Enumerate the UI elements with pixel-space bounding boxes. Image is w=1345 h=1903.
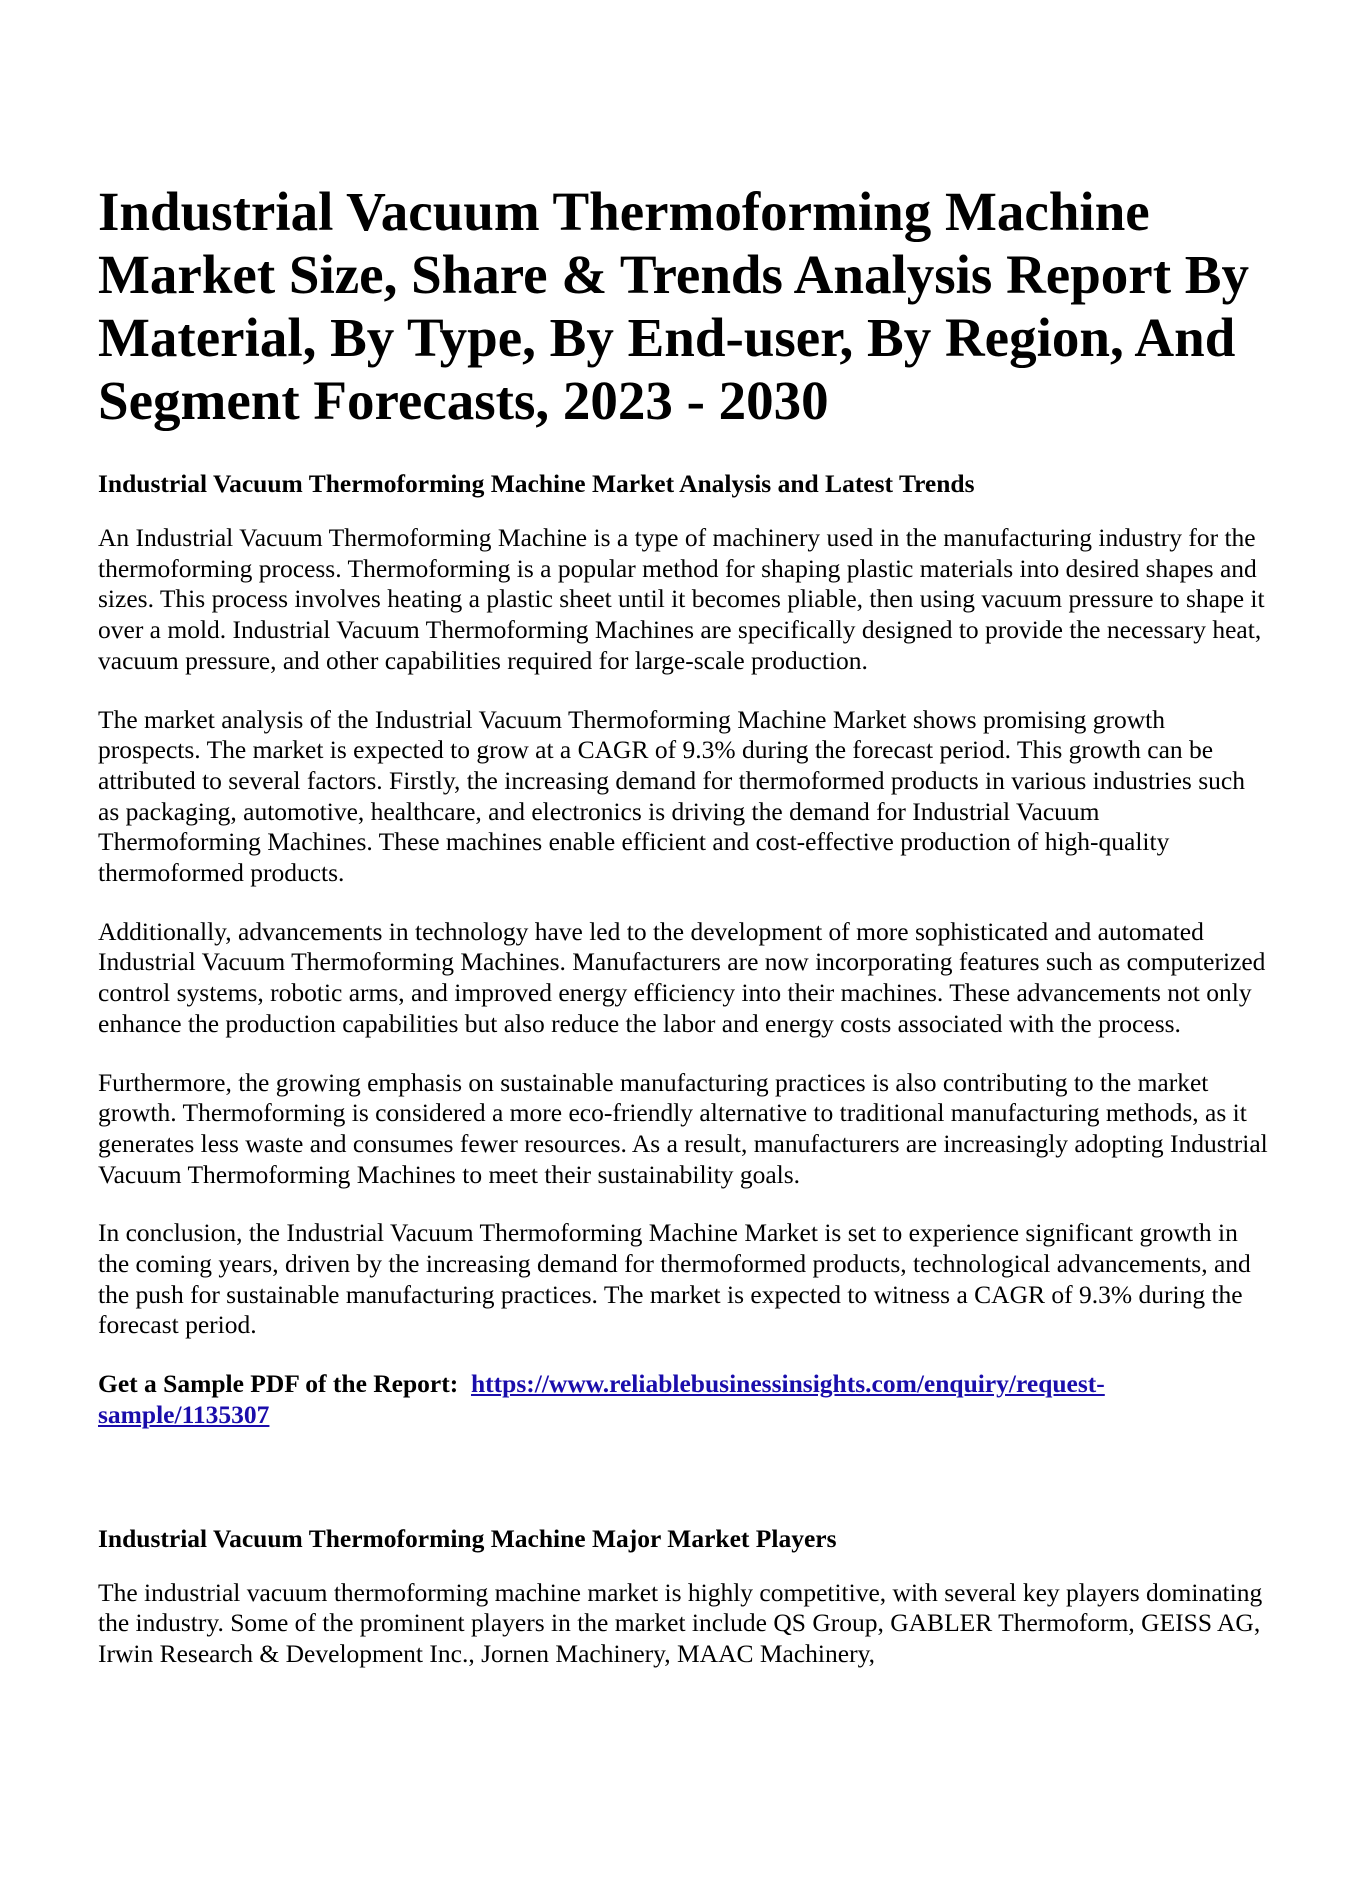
paragraph-sustainability: Furthermore, the growing emphasis on sustainable manufacturing practices is also contributing to the market growth. Thermoforming is considered a more eco-friendly alternative to traditional manufacturing methods, as it generates less waste and consumes fewer resources. As a result, manufacturers are increasingly adopting Industrial Vacuum Thermoforming Machines to meet their sustainability goals. xyxy=(98,1067,1268,1189)
section-heading-analysis: Industrial Vacuum Thermoforming Machine Market Analysis and Latest Trends xyxy=(98,469,975,498)
section-spacer xyxy=(98,1431,1268,1523)
sample-pdf-line xyxy=(98,1369,1268,1430)
section-heading-players: Industrial Vacuum Thermoforming Machine Major Market Players xyxy=(98,1523,837,1553)
sample-pdf-link[interactable]: https://www.reliablebusinessinsights.com/enquiry/request-sample/1135307 xyxy=(98,1369,1105,1429)
paragraph-market-analysis: The market analysis of the Industrial Vacuum Thermoforming Machine Market shows promising growth prospects. The market is expected to grow at a CAGR of 9.3% during the forecast period. This growth can be attributed to several factors. Firstly, the increasing demand for thermoformed products in various industries such as packaging, automotive, healthcare, and electronics is driving the demand for Industrial Vacuum Thermoforming Machines. These machines enable efficient and cost-effective production of high-quality thermoformed products. xyxy=(98,704,1245,888)
document-page xyxy=(98,180,1268,1698)
paragraph-conclusion: In conclusion, the Industrial Vacuum Thermoforming Machine Market is set to experience significant growth in the coming years, driven by the increasing demand for thermoformed products, technological advancements, and the push for sustainable manufacturing practices. The market is expected to witness a CAGR of 9.3% during the forecast period. xyxy=(98,1218,1251,1340)
paragraph-intro: An Industrial Vacuum Thermoforming Machine is a type of machinery used in the manufacturing industry for the thermoforming process. Thermoforming is a popular method for shaping plastic materials into desired shapes and sizes. This process involves heating a plastic sheet until it becomes pliable, then using vacuum pressure to shape it over a mold. Industrial Vacuum Thermoforming Machines are specifically designed to provide the necessary heat, vacuum pressure, and other capabilities required for large-scale production. xyxy=(98,523,1265,675)
sample-pdf-label: Get a Sample PDF of the Report: xyxy=(98,1369,459,1399)
report-title: Industrial Vacuum Thermoforming Machine Market Size, Share & Trends Analysis Report By Material, By Type, By End-user, By Region, And Segment Forecasts, 2023 - 2030 xyxy=(98,181,1249,431)
paragraph-technology: Additionally, advancements in technology have led to the development of more sophisticated and automated Industrial Vacuum Thermoforming Machines. Manufacturers are now incorporating features such as computerized control systems, robotic arms, and improved energy efficiency into their machines. These advancements not only enhance the production capabilities but also reduce the labor and energy costs associated with the process. xyxy=(98,916,1266,1038)
paragraph-players: The industrial vacuum thermoforming machine market is highly competitive, with several key players dominating the industry. Some of the prominent players in the market include QS Group, GABLER Thermoform, GEISS AG, Irwin Research & Development Inc., Jornen Machinery, MAAC Machinery, xyxy=(98,1577,1263,1668)
